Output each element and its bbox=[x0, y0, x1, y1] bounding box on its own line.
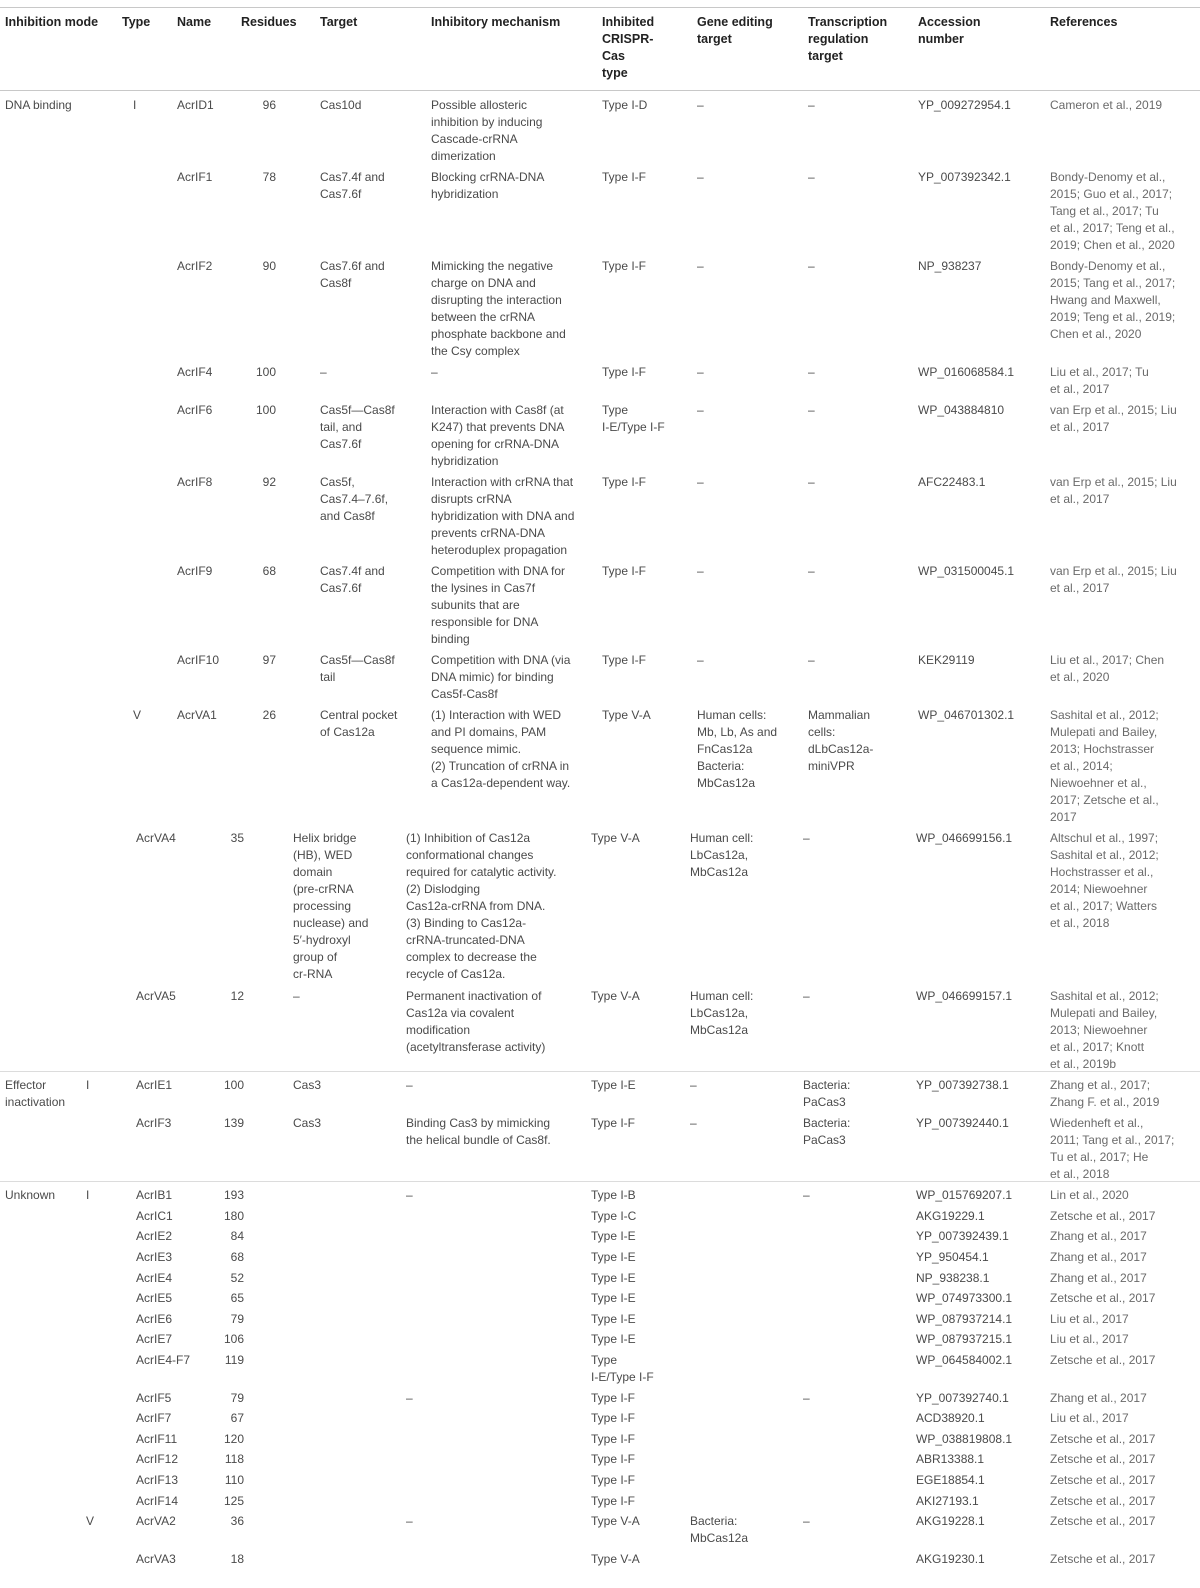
cell-residues: 100 bbox=[223, 1078, 244, 1092]
header-gene-editing: Gene editing target bbox=[697, 15, 773, 46]
cell-name: AcrIE1 bbox=[136, 1078, 173, 1092]
cell-cas-type: Type I-C bbox=[591, 1209, 637, 1223]
cell-refs: Sashital et al., 2012; Mulepati and Bailey, 2013; Hochstrasser et al., 2014; Niewoehner et al., 2017; Zetsche et al., 2017 bbox=[1050, 708, 1159, 824]
cell-refs: Cameron et al., 2019 bbox=[1050, 98, 1163, 112]
cell-name: AcrIF4 bbox=[177, 365, 213, 379]
cell-cas-type: Type I-F bbox=[591, 1494, 636, 1508]
cell-mechanism: Possible allosteric inhibition by inducing Cascade-crRNA dimerization bbox=[431, 98, 543, 163]
cell-mechanism: Competition with DNA for the lysines in Cas7f subunits that are responsible for DNA binding bbox=[431, 564, 566, 646]
cell-accession: AKG19229.1 bbox=[916, 1209, 985, 1223]
cell-target: Cas7.6f and Cas8f bbox=[320, 259, 385, 290]
cell-gene: Human cell: LbCas12a, MbCas12a bbox=[690, 831, 754, 879]
header-bottom-rule bbox=[0, 90, 1200, 91]
cell-name: AcrIC1 bbox=[136, 1209, 173, 1223]
cell-trans: – bbox=[803, 1391, 810, 1405]
cell-residues: 106 bbox=[223, 1332, 244, 1346]
cell-refs: Liu et al., 2017; Chen et al., 2020 bbox=[1050, 653, 1165, 684]
cell-accession: YP_007392740.1 bbox=[916, 1391, 1009, 1405]
cell-accession: WP_015769207.1 bbox=[916, 1188, 1013, 1202]
cell-cas-type: Type I-E/Type I-F bbox=[602, 403, 665, 434]
cell-cas-type: Type I-F bbox=[591, 1411, 636, 1425]
cell-residues: 180 bbox=[223, 1209, 244, 1223]
cell-mechanism: Competition with DNA (via DNA mimic) for binding Cas5f-Cas8f bbox=[431, 653, 571, 701]
section-divider bbox=[0, 1071, 1200, 1072]
cell-name: AcrIF6 bbox=[177, 403, 213, 417]
cell-trans: – bbox=[803, 831, 810, 845]
cell-cas-type: Type I-E bbox=[591, 1271, 636, 1285]
cell-residues: 84 bbox=[230, 1229, 244, 1243]
cell-refs: Wiedenheft et al., 2011; Tang et al., 2017; Tu et al., 2017; He et al., 2018 bbox=[1050, 1116, 1175, 1181]
cell-name: AcrIE4 bbox=[136, 1271, 173, 1285]
cell-type: V bbox=[133, 708, 142, 722]
cell-name: AcrIF3 bbox=[136, 1116, 172, 1130]
header-type: Type bbox=[122, 15, 151, 29]
cell-accession: YP_007392738.1 bbox=[916, 1078, 1009, 1092]
cell-accession: AFC22483.1 bbox=[918, 475, 986, 489]
cell-residues: 97 bbox=[262, 653, 276, 667]
cell-trans: – bbox=[808, 653, 815, 667]
cell-name: AcrID1 bbox=[177, 98, 214, 112]
cell-name: AcrIE5 bbox=[136, 1291, 173, 1305]
cell-gene: – bbox=[697, 564, 704, 578]
cell-name: AcrIB1 bbox=[136, 1188, 173, 1202]
cell-target: Cas3 bbox=[293, 1116, 322, 1130]
header-mechanism: Inhibitory mechanism bbox=[431, 15, 561, 29]
cell-mechanism: Permanent inactivation of Cas12a via covalent modification (acetyltransferase activity) bbox=[406, 989, 546, 1054]
cell-mechanism: Blocking crRNA-DNA hybridization bbox=[431, 170, 545, 201]
cell-residues: 79 bbox=[230, 1312, 244, 1326]
cell-trans: – bbox=[808, 403, 815, 417]
cell-accession: WP_074973300.1 bbox=[916, 1291, 1013, 1305]
cell-accession: YP_950454.1 bbox=[916, 1250, 989, 1264]
cell-mechanism: (1) Interaction with WED and PI domains, PAM sequence mimic. (2) Truncation of crRNA in a Cas12a-dependent way. bbox=[431, 708, 571, 790]
table-header bbox=[0, 0, 1200, 91]
cell-target: Cas5f—Cas8f tail, and Cas7.6f bbox=[320, 403, 395, 451]
cell-name: AcrIF2 bbox=[177, 259, 213, 273]
cell-cas-type: Type I-F bbox=[602, 259, 647, 273]
cell-residues: 12 bbox=[230, 989, 244, 1003]
cell-cas-type: Type I-F bbox=[602, 365, 647, 379]
cell-residues: 67 bbox=[230, 1411, 244, 1425]
cell-refs: Zetsche et al., 2017 bbox=[1050, 1494, 1156, 1508]
cell-refs: Zetsche et al., 2017 bbox=[1050, 1452, 1156, 1466]
cell-accession: ACD38920.1 bbox=[916, 1411, 985, 1425]
cell-accession: ABR13388.1 bbox=[916, 1452, 985, 1466]
cell-refs: Liu et al., 2017 bbox=[1050, 1332, 1129, 1346]
cell-residues: 36 bbox=[230, 1514, 244, 1528]
cell-type: I bbox=[86, 1188, 90, 1202]
cell-mechanism: – bbox=[406, 1391, 413, 1405]
cell-refs: Zetsche et al., 2017 bbox=[1050, 1552, 1156, 1566]
cell-trans: – bbox=[803, 1188, 810, 1202]
cell-cas-type: Type I-E bbox=[591, 1229, 636, 1243]
cell-cas-type: Type I-D bbox=[602, 98, 648, 112]
cell-target: Helix bridge (HB), WED domain (pre-crRNA processing nuclease) and 5′-hydroxyl group of cr-RNA bbox=[293, 831, 369, 981]
cell-mechanism: Interaction with Cas8f (at K247) that prevents DNA opening for crRNA-DNA hybridization bbox=[431, 403, 565, 468]
cell-accession: NP_938237 bbox=[918, 259, 982, 273]
cell-trans: – bbox=[808, 98, 815, 112]
cell-name: AcrIF1 bbox=[177, 170, 213, 184]
cell-accession: WP_087937215.1 bbox=[916, 1332, 1013, 1346]
cell-accession: YP_007392439.1 bbox=[916, 1229, 1009, 1243]
header-target: Target bbox=[320, 15, 358, 29]
cell-gene: – bbox=[697, 259, 704, 273]
cell-name: AcrIF9 bbox=[177, 564, 213, 578]
cell-residues: 118 bbox=[224, 1452, 244, 1466]
cell-trans: – bbox=[808, 170, 815, 184]
cell-gene: – bbox=[697, 403, 704, 417]
cell-mechanism: (1) Inhibition of Cas12a conformational changes required for catalytic activity. (2) Dislodging Cas12a-crRNA from DNA. (3) Binding to Cas12a- crRNA-truncated-DNA complex to decrease the recycle of Cas12a. bbox=[406, 831, 557, 981]
cell-accession: WP_046701302.1 bbox=[918, 708, 1015, 722]
cell-accession: AKI27193.1 bbox=[916, 1494, 979, 1508]
cell-refs: Zetsche et al., 2017 bbox=[1050, 1473, 1156, 1487]
cell-residues: 193 bbox=[223, 1188, 244, 1202]
cell-residues: 78 bbox=[262, 170, 276, 184]
cell-mechanism: Mimicking the negative charge on DNA and disrupting the interaction between the crRNA phosphate backbone and the Csy complex bbox=[431, 259, 566, 358]
cell-accession: WP_031500045.1 bbox=[918, 564, 1015, 578]
cell-accession: WP_016068584.1 bbox=[918, 365, 1015, 379]
cell-accession: AKG19230.1 bbox=[916, 1552, 985, 1566]
cell-target: – bbox=[320, 365, 327, 379]
cell-mechanism: Binding Cas3 by mimicking the helical bundle of Cas8f. bbox=[406, 1116, 551, 1147]
cell-refs: Bondy-Denomy et al., 2015; Guo et al., 2017; Tang et al., 2017; Tu et al., 2017; Teng et al., 2019; Chen et al., 2020 bbox=[1050, 170, 1175, 252]
cell-cas-type: Type V-A bbox=[591, 1552, 640, 1566]
cell-trans: – bbox=[808, 259, 815, 273]
cell-residues: 100 bbox=[255, 365, 276, 379]
cell-accession: NP_938238.1 bbox=[916, 1271, 990, 1285]
cell-cas-type: Type I-F bbox=[602, 564, 647, 578]
cell-residues: 92 bbox=[262, 475, 276, 489]
cell-mechanism: Interaction with crRNA that disrupts crRNA hybridization with DNA and prevents crRNA-DNA heteroduplex propagation bbox=[431, 475, 575, 557]
cell-accession: WP_043884810 bbox=[918, 403, 1005, 417]
cell-target: Cas5f, Cas7.4–7.6f, and Cas8f bbox=[320, 475, 389, 523]
cell-gene: – bbox=[697, 170, 704, 184]
cell-name: AcrIE2 bbox=[136, 1229, 173, 1243]
cell-trans: Bacteria: PaCas3 bbox=[803, 1078, 851, 1109]
cell-refs: Liu et al., 2017; Tu et al., 2017 bbox=[1050, 365, 1149, 396]
cell-gene: Bacteria: MbCas12a bbox=[690, 1514, 749, 1545]
cell-gene: Human cells: Mb, Lb, As and FnCas12a Bacteria: MbCas12a bbox=[697, 708, 778, 790]
cell-cas-type: Type I-F bbox=[602, 170, 647, 184]
cell-name: AcrVA4 bbox=[136, 831, 176, 845]
cell-cas-type: Type I-E bbox=[591, 1250, 636, 1264]
header-inhibition-mode: Inhibition mode bbox=[5, 15, 99, 29]
cell-gene: – bbox=[697, 475, 704, 489]
cell-mode: DNA binding bbox=[5, 98, 72, 112]
cell-residues: 18 bbox=[230, 1552, 244, 1566]
cell-refs: Sashital et al., 2012; Mulepati and Bailey, 2013; Niewoehner et al., 2017; Knott et al., 2019b bbox=[1050, 989, 1159, 1071]
cell-cas-type: Type V-A bbox=[602, 708, 651, 722]
cell-residues: 35 bbox=[230, 831, 244, 845]
header-residues: Residues bbox=[241, 15, 297, 29]
cell-refs: Bondy-Denomy et al., 2015; Tang et al., 2017; Hwang and Maxwell, 2019; Teng et al., 2019; Chen et al., 2020 bbox=[1050, 259, 1176, 341]
cell-refs: Zhang et al., 2017 bbox=[1050, 1229, 1147, 1243]
cell-refs: Lin et al., 2020 bbox=[1050, 1188, 1129, 1202]
cell-refs: Zhang et al., 2017; Zhang F. et al., 2019 bbox=[1050, 1078, 1160, 1109]
cell-name: AcrVA1 bbox=[177, 708, 217, 722]
cell-mode: Unknown bbox=[5, 1188, 56, 1202]
cell-accession: YP_007392440.1 bbox=[916, 1116, 1009, 1130]
cell-residues: 119 bbox=[224, 1353, 244, 1367]
cell-cas-type: Type I-F bbox=[591, 1473, 636, 1487]
cell-type: I bbox=[133, 98, 137, 112]
cell-residues: 26 bbox=[262, 708, 276, 722]
cell-name: AcrIE7 bbox=[136, 1332, 173, 1346]
cell-trans: – bbox=[803, 989, 810, 1003]
cell-trans: – bbox=[808, 564, 815, 578]
cell-target: Cas7.4f and Cas7.6f bbox=[320, 564, 385, 595]
cell-mechanism: – bbox=[406, 1514, 413, 1528]
cell-target: Cas3 bbox=[293, 1078, 322, 1092]
cell-mechanism: – bbox=[406, 1188, 413, 1202]
cell-name: AcrIE3 bbox=[136, 1250, 173, 1264]
cell-accession: EGE18854.1 bbox=[916, 1473, 985, 1487]
cell-target: Cas5f—Cas8f tail bbox=[320, 653, 395, 684]
cell-mode: Effector inactivation bbox=[5, 1078, 66, 1109]
cell-name: AcrIF13 bbox=[136, 1473, 179, 1487]
cell-mechanism: – bbox=[431, 365, 438, 379]
cell-target: – bbox=[293, 989, 300, 1003]
cell-refs: Zhang et al., 2017 bbox=[1050, 1271, 1147, 1285]
cell-target: Cas7.4f and Cas7.6f bbox=[320, 170, 385, 201]
cell-accession: YP_009272954.1 bbox=[918, 98, 1011, 112]
cell-residues: 110 bbox=[224, 1473, 244, 1487]
cell-name: AcrIF12 bbox=[136, 1452, 179, 1466]
cell-cas-type: Type I-E bbox=[591, 1312, 636, 1326]
cell-accession: WP_046699157.1 bbox=[916, 989, 1013, 1003]
header-references: References bbox=[1050, 15, 1118, 29]
cell-name: AcrIF5 bbox=[136, 1391, 172, 1405]
cell-accession: WP_064584002.1 bbox=[916, 1353, 1013, 1367]
cell-refs: Zetsche et al., 2017 bbox=[1050, 1353, 1156, 1367]
cell-refs: Zetsche et al., 2017 bbox=[1050, 1209, 1156, 1223]
cell-refs: Zetsche et al., 2017 bbox=[1050, 1291, 1156, 1305]
cell-cas-type: Type I-E bbox=[591, 1291, 636, 1305]
cell-gene: – bbox=[697, 98, 704, 112]
cell-residues: 52 bbox=[230, 1271, 244, 1285]
cell-residues: 96 bbox=[262, 98, 276, 112]
cell-trans: – bbox=[808, 365, 815, 379]
cell-accession: YP_007392342.1 bbox=[918, 170, 1011, 184]
cell-refs: Liu et al., 2017 bbox=[1050, 1312, 1129, 1326]
cell-name: AcrIE6 bbox=[136, 1312, 173, 1326]
cell-gene: – bbox=[690, 1116, 697, 1130]
section-divider bbox=[0, 1181, 1200, 1182]
cell-trans: – bbox=[808, 475, 815, 489]
cell-refs: Liu et al., 2017 bbox=[1050, 1411, 1129, 1425]
header-accession: Accession number bbox=[918, 15, 981, 46]
cell-accession: KEK29119 bbox=[918, 653, 975, 667]
cell-refs: Zhang et al., 2017 bbox=[1050, 1250, 1147, 1264]
cell-target: Central pocket of Cas12a bbox=[320, 708, 398, 739]
cell-type: I bbox=[86, 1078, 90, 1092]
cell-trans: Mammalian cells: dLbCas12a- miniVPR bbox=[808, 708, 874, 773]
cell-cas-type: Type I-E bbox=[591, 1332, 636, 1346]
cell-refs: Zetsche et al., 2017 bbox=[1050, 1514, 1156, 1528]
cell-refs: van Erp et al., 2015; Liu et al., 2017 bbox=[1050, 403, 1177, 434]
header-transcription: Transcription regulation target bbox=[808, 15, 888, 63]
cell-cas-type: Type I-E bbox=[591, 1078, 636, 1092]
cell-gene: Human cell: LbCas12a, MbCas12a bbox=[690, 989, 754, 1037]
cell-target: Cas10d bbox=[320, 98, 362, 112]
cell-name: AcrVA2 bbox=[136, 1514, 176, 1528]
cell-accession: AKG19228.1 bbox=[916, 1514, 985, 1528]
cell-cas-type: Type I-F bbox=[591, 1116, 636, 1130]
cell-residues: 68 bbox=[230, 1250, 244, 1264]
cell-accession: WP_087937214.1 bbox=[916, 1312, 1013, 1326]
cell-cas-type: Type I-F bbox=[591, 1452, 636, 1466]
cell-type: V bbox=[86, 1514, 95, 1528]
cell-accession: WP_046699156.1 bbox=[916, 831, 1013, 845]
cell-trans: Bacteria: PaCas3 bbox=[803, 1116, 851, 1147]
cell-gene: – bbox=[697, 653, 704, 667]
cell-name: AcrIF14 bbox=[136, 1494, 179, 1508]
header-name: Name bbox=[177, 15, 212, 29]
cell-residues: 120 bbox=[223, 1432, 244, 1446]
cell-refs: Altschul et al., 1997; Sashital et al., 2012; Hochstrasser et al., 2014; Niewoehner et al., 2017; Watters et al., 2018 bbox=[1050, 831, 1159, 930]
cell-refs: van Erp et al., 2015; Liu et al., 2017 bbox=[1050, 475, 1177, 506]
cell-name: AcrIF8 bbox=[177, 475, 213, 489]
cell-cas-type: Type I-F bbox=[591, 1432, 636, 1446]
header-top-rule bbox=[0, 7, 1200, 8]
cell-residues: 68 bbox=[262, 564, 276, 578]
cell-residues: 100 bbox=[255, 403, 276, 417]
cell-cas-type: Type I-B bbox=[591, 1188, 636, 1202]
cell-cas-type: Type I-F bbox=[602, 475, 647, 489]
cell-residues: 90 bbox=[262, 259, 276, 273]
cell-name: AcrIF11 bbox=[136, 1432, 178, 1446]
cell-accession: WP_038819808.1 bbox=[916, 1432, 1013, 1446]
cell-cas-type: Type I-E/Type I-F bbox=[591, 1353, 654, 1384]
cell-residues: 125 bbox=[223, 1494, 244, 1508]
cell-cas-type: Type V-A bbox=[591, 831, 640, 845]
cell-residues: 65 bbox=[230, 1291, 244, 1305]
cell-cas-type: Type I-F bbox=[591, 1391, 636, 1405]
cell-gene: – bbox=[690, 1078, 697, 1092]
cell-name: AcrIE4-F7 bbox=[136, 1353, 191, 1367]
cell-cas-type: Type I-F bbox=[602, 653, 647, 667]
cell-trans: – bbox=[803, 1514, 810, 1528]
cell-residues: 139 bbox=[223, 1116, 244, 1130]
header-cas-type: Inhibited CRISPR- Cas type bbox=[602, 15, 655, 80]
cell-cas-type: Type V-A bbox=[591, 989, 640, 1003]
cell-refs: Zetsche et al., 2017 bbox=[1050, 1432, 1156, 1446]
cell-refs: Zhang et al., 2017 bbox=[1050, 1391, 1147, 1405]
cell-refs: van Erp et al., 2015; Liu et al., 2017 bbox=[1050, 564, 1177, 595]
cell-name: AcrVA5 bbox=[136, 989, 176, 1003]
cell-gene: – bbox=[697, 365, 704, 379]
cell-residues: 79 bbox=[230, 1391, 244, 1405]
cell-name: AcrIF7 bbox=[136, 1411, 172, 1425]
cell-cas-type: Type V-A bbox=[591, 1514, 640, 1528]
cell-mechanism: – bbox=[406, 1078, 413, 1092]
cell-name: AcrIF10 bbox=[177, 653, 220, 667]
cell-name: AcrVA3 bbox=[136, 1552, 176, 1566]
